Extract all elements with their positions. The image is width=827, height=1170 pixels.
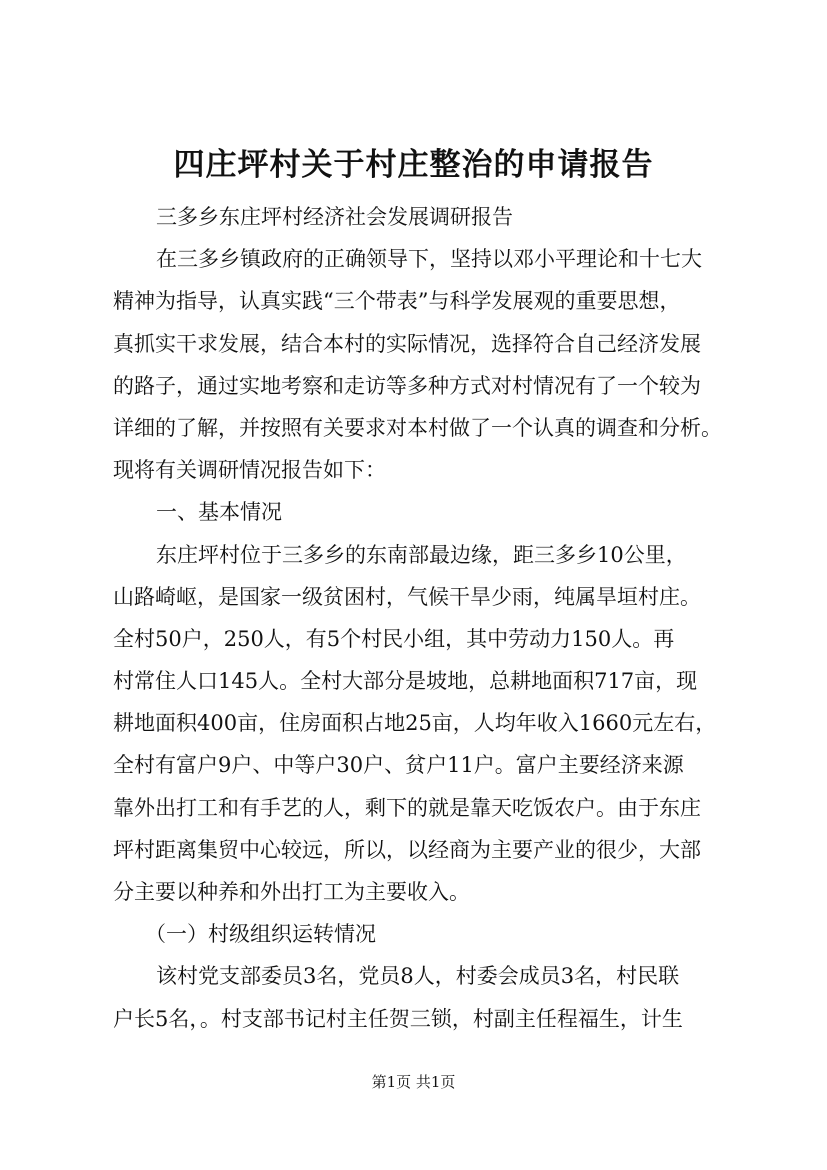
- paragraph-line: 该村党支部委员3名，党员8人，村委会成员3名，村民联: [156, 964, 680, 989]
- paragraph-line: 靠外出打工和有手艺的人，剩下的就是靠天吃饭农户。由于东庄: [113, 795, 701, 820]
- paragraph-line: 的路子，通过实地考察和走访等多种方式对村情况有了一个较为: [113, 373, 701, 398]
- paragraph-line: 村常住人口145人。全村大部分是坡地，总耕地面积717亩，现: [113, 669, 698, 694]
- section-heading: 一、基本情况: [156, 500, 282, 525]
- subsection-heading: （一）村级组织运转情况: [145, 922, 376, 947]
- paragraph-line: 精神为指导，认真实践“三个带表”与科学发展观的重要思想，: [113, 289, 681, 314]
- paragraph-line: 户长5名，。村支部书记村主任贺三锁，村副主任程福生，计生: [113, 1006, 683, 1031]
- paragraph-line: 真抓实干求发展，结合本村的实际情况，选择符合自己经济发展: [113, 331, 701, 356]
- paragraph-line: 山路崎岖，是国家一级贫困村，气候干旱少雨，纯属旱垣村庄。: [113, 584, 701, 609]
- subtitle-line: 三多乡东庄坪村经济社会发展调研报告: [156, 205, 513, 229]
- paragraph-line: 全村有富户9户、中等户30户、贫户11户。富户主要经济来源: [113, 753, 684, 778]
- paragraph-line: 耕地面积400亩，住房面积占地25亩，人均年收入1660元左右，: [113, 711, 717, 736]
- paragraph-line: 全村50户，250人，有5个村民小组，其中劳动力150人。再: [113, 626, 675, 651]
- paragraph-line: 坪村距离集贸中心较远，所以，以经商为主要产业的很少，大部: [113, 837, 701, 862]
- document-body: [113, 196, 753, 1040]
- paragraph-line: 现将有关调研情况报告如下：: [113, 458, 386, 483]
- page-footer: 第1页 共1页: [371, 1073, 456, 1091]
- paragraph-line: 东庄坪村位于三多乡的东南部最边缘，距三多乡10公里，: [156, 542, 687, 567]
- paragraph-line: 分主要以种养和外出打工为主要收入。: [113, 880, 470, 904]
- paragraph-line: 详细的了解，并按照有关要求对本村做了一个认真的调查和分析。: [113, 415, 722, 440]
- paragraph-line: 在三多乡镇政府的正确领导下，坚持以邓小平理论和十七大: [156, 247, 702, 272]
- document-title: 四庄坪村关于村庄整治的申请报告: [173, 147, 654, 183]
